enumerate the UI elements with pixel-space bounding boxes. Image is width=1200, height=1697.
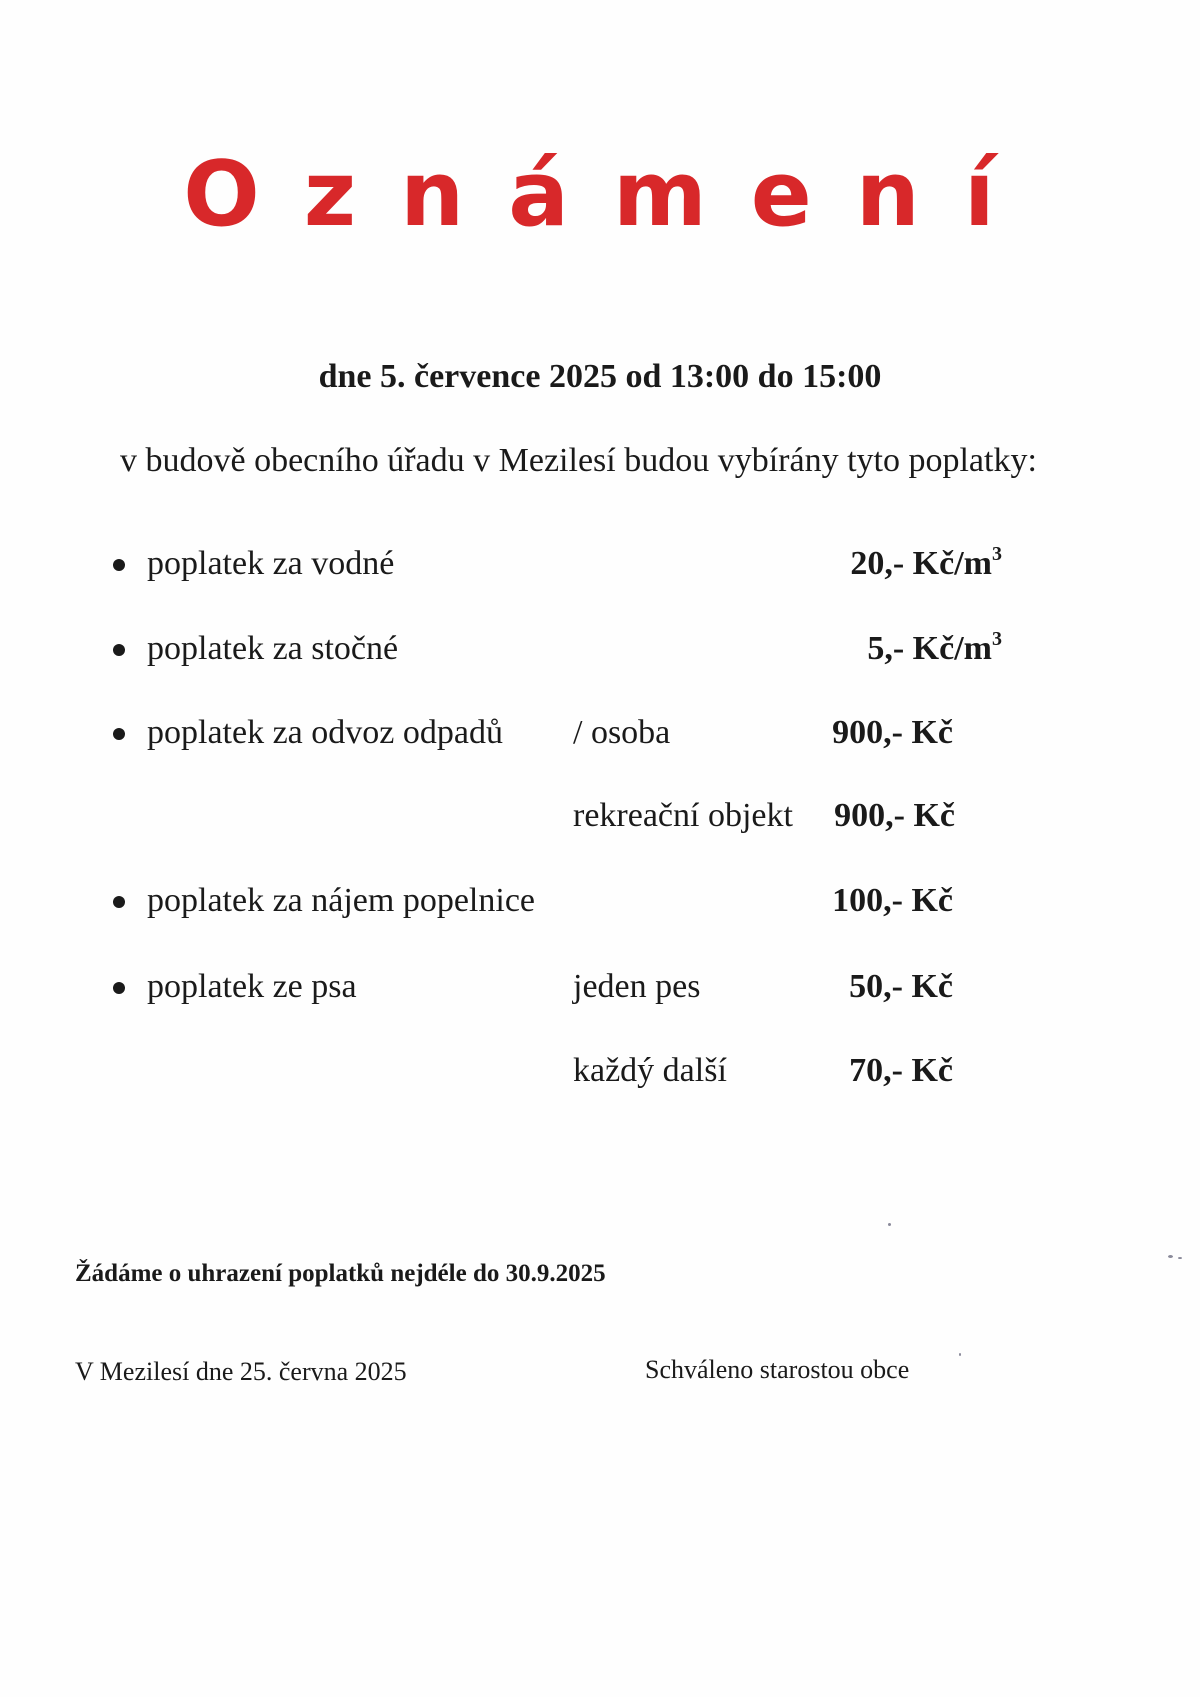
notice-title: Oznámení (183, 142, 1039, 247)
fee-row (0, 968, 1200, 1012)
approval-note: Schváleno starostou obce (645, 1355, 910, 1384)
place-date: V Mezilesí dne 25. června 2025 (75, 1357, 407, 1386)
fee-label: poplatek ze psa (147, 968, 357, 1005)
fee-amount (850, 545, 1002, 583)
scan-speck (1168, 1255, 1173, 1258)
fee-amount: 50,- Kč (849, 968, 953, 1005)
fee-sublabel: jeden pes (573, 968, 701, 1005)
fee-row (0, 797, 1200, 841)
fee-amount (867, 630, 1002, 668)
fee-sublabel: každý další (573, 1052, 727, 1089)
fee-label: poplatek za stočné (147, 630, 399, 667)
fee-row (0, 545, 1200, 589)
scan-speck (888, 1223, 891, 1226)
fee-sublabel: rekreační objekt (573, 797, 793, 834)
fee-amount-text: 20,- Kč/m (850, 545, 992, 582)
bullet-icon (113, 644, 125, 656)
bullet-icon (113, 559, 125, 571)
payment-request: Žádáme o uhrazení poplatků nejdéle do 30.9.2025 (75, 1260, 606, 1287)
fee-row (0, 882, 1200, 926)
collection-date: dne 5. července 2025 od 13:00 do 15:00 (318, 358, 882, 395)
fee-sublabel: / osoba (573, 714, 671, 751)
fee-amount: 900,- Kč (832, 714, 953, 751)
fee-amount: 100,- Kč (832, 882, 953, 919)
scan-speck (1178, 1257, 1182, 1259)
fee-row (0, 714, 1200, 758)
fee-amount-exponent: 3 (992, 543, 1002, 565)
fee-label: poplatek za nájem popelnice (147, 882, 535, 919)
fee-row (0, 1052, 1200, 1096)
fee-label: poplatek za vodné (147, 545, 395, 582)
fee-amount-text: 5,- Kč/m (867, 630, 992, 667)
intro-text: v budově obecního úřadu v Mezilesí budou vybírány tyto poplatky: (120, 442, 1037, 479)
fee-amount-exponent: 3 (992, 628, 1002, 650)
fee-label: poplatek za odvoz odpadů (147, 714, 503, 751)
bullet-icon (113, 728, 125, 740)
bullet-icon (113, 982, 125, 994)
fee-amount: 900,- Kč (834, 797, 955, 834)
fee-amount: 70,- Kč (849, 1052, 953, 1089)
scan-speck (959, 1353, 961, 1356)
bullet-icon (113, 896, 125, 908)
fee-row (0, 630, 1200, 674)
